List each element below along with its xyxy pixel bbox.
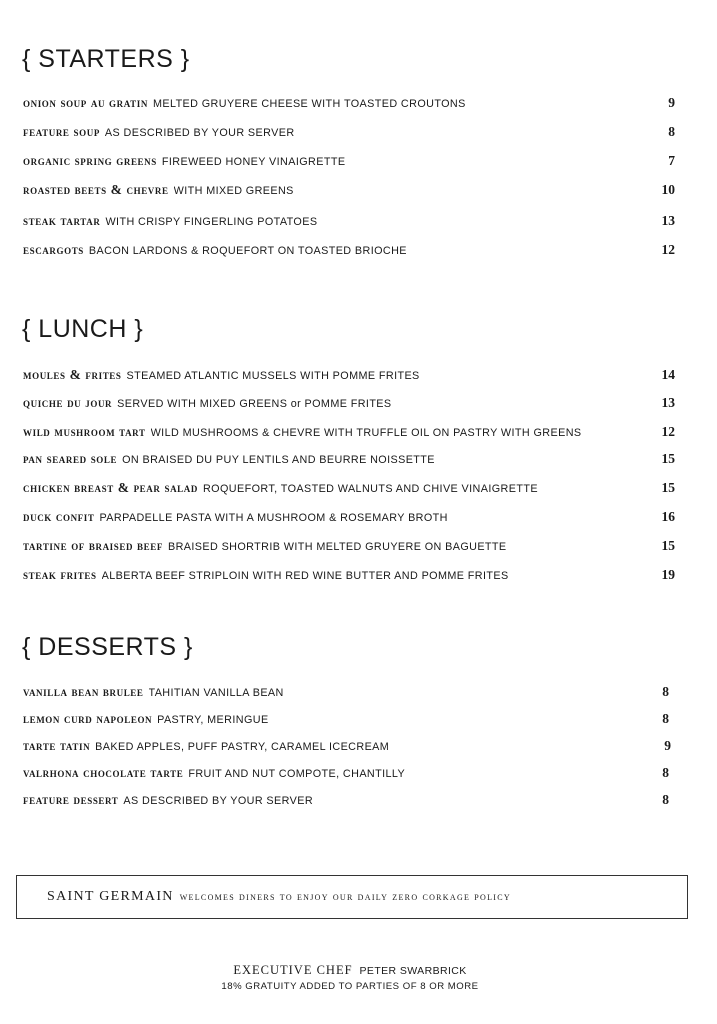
item-description: WITH MIXED GREENS [173,185,294,197]
item-price: 7 [668,153,675,168]
item-description: STEAMED ATLANTIC MUSSELS WITH POMME FRITES [126,370,420,382]
gratuity-text: 18% GRATUITY ADDED TO PARTIES OF 8 OR MORE [221,981,479,992]
menu-item [23,480,675,498]
item-price: 15 [661,451,675,466]
item-description: BAKED APPLES, PUFF PASTRY, CARAMEL ICECREAM [95,741,390,753]
item-price: 12 [661,424,675,439]
item-price: 12 [661,242,675,257]
item-price: 8 [662,765,669,780]
item-name: feature dessert [23,792,119,807]
chef-label: EXECUTIVE CHEF [233,963,353,977]
item-price: 8 [662,792,669,807]
menu-item [23,367,675,385]
item-name: quiche du jour [23,395,113,410]
item-price: 8 [662,684,669,699]
menu-item [23,242,675,260]
item-name: wild mushroom tart [23,424,146,439]
item-price: 16 [661,509,675,524]
item-name: lemon curd napoleon [23,711,153,726]
menu-item [23,567,675,585]
item-name: steak frites [23,567,97,582]
item-name: onion soup au gratin [23,95,148,110]
menu-item [23,792,669,810]
item-description: PASTRY, MERINGUE [157,714,269,726]
item-name: escargots [23,242,84,257]
item-price: 9 [668,95,675,110]
item-name: tarte tatin [23,738,91,753]
item-price: 15 [661,538,675,553]
lunch-heading [22,314,143,344]
item-name: moules & frites [23,367,122,382]
gratuity-note [0,976,700,994]
item-name: valrhona chocolate tarte [23,765,184,780]
corkage-notice-text: welcomes diners to enjoy our daily zero corkage policy [179,891,511,903]
item-description: AS DESCRIBED BY YOUR SERVER [104,127,295,139]
menu-item [23,182,675,200]
item-price: 8 [668,124,675,139]
item-description: FRUIT AND NUT COMPOTE, CHANTILLY [188,768,406,780]
item-description: ROQUEFORT, TOASTED WALNUTS AND CHIVE VINAIGRETTE [202,483,538,495]
item-name: roasted beets & chevre [23,182,169,197]
item-price: 13 [661,213,675,228]
starters-heading [22,44,190,74]
item-description: BRAISED SHORTRIB WITH MELTED GRUYERE ON BAGUETTE [167,541,507,553]
menu-item [23,153,675,171]
item-price: 15 [661,480,675,495]
item-name: steak tartar [23,213,101,228]
item-description: MELTED GRUYERE CHEESE WITH TOASTED CROUTONS [152,98,466,110]
item-name: organic spring greens [23,153,157,168]
item-price: 9 [664,738,671,753]
menu-item [23,684,669,702]
item-description: AS DESCRIBED BY YOUR SERVER [123,795,314,807]
item-description: SERVED WITH MIXED GREENS or POMME FRITES [117,398,392,410]
item-description: WITH CRISPY FINGERLING POTATOES [105,216,318,228]
item-price: 14 [661,367,675,382]
item-description: ALBERTA BEEF STRIPLOIN WITH RED WINE BUTTER AND POMME FRITES [101,570,509,582]
menu-item [23,738,671,756]
desserts-title: { DESSERTS } [22,633,193,661]
item-description: FIREWEED HONEY VINAIGRETTE [161,156,346,168]
item-description: ON BRAISED DU PUY LENTILS AND BEURRE NOISSETTE [122,454,435,466]
item-price: 8 [662,711,669,726]
item-description: WILD MUSHROOMS & CHEVRE WITH TRUFFLE OIL ON PASTRY WITH GREENS [150,427,582,439]
chef-name: PETER SWARBRICK [359,965,467,977]
restaurant-name: SAINT GERMAIN [47,889,174,904]
menu-item [23,124,675,142]
menu-item [23,538,675,556]
item-price: 13 [661,395,675,410]
corkage-notice-box [16,875,688,919]
item-name: feature soup [23,124,100,139]
item-name: duck confit [23,509,95,524]
item-price: 19 [661,567,675,582]
item-name: vanilla bean brulee [23,684,144,699]
menu-item [23,424,675,442]
item-name: chicken breast & pear salad [23,480,198,495]
item-description: PARPADELLE PASTA WITH A MUSHROOM & ROSEMARY BROTH [99,512,448,524]
item-name: pan seared sole [23,451,118,466]
menu-item [23,213,675,231]
item-description: TAHITIAN VANILLA BEAN [148,687,284,699]
menu-item [23,711,669,729]
item-price: 10 [661,182,675,197]
desserts-heading [22,632,193,662]
item-description: BACON LARDONS & ROQUEFORT ON TOASTED BRIOCHE [88,245,407,257]
starters-title: { STARTERS } [22,45,190,73]
menu-item [23,95,675,113]
menu-item [23,765,669,783]
lunch-title: { LUNCH } [22,315,144,343]
menu-item [23,509,675,527]
menu-item [23,395,675,413]
menu-item [23,451,675,469]
item-name: tartine of braised beef [23,538,163,553]
